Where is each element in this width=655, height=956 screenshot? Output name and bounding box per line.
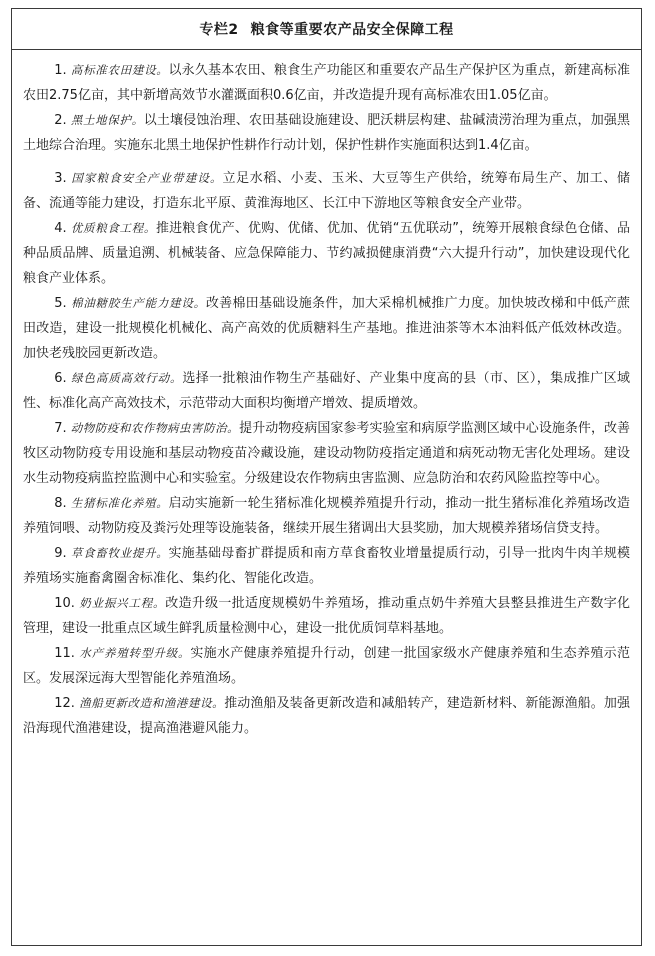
box-title-text: 粮食等重要农产品安全保障工程	[250, 22, 454, 38]
item-keyword: 奶业振兴工程。	[79, 596, 166, 610]
item-keyword: 水产养殖转型升级。	[79, 646, 191, 660]
item-keyword: 优质粮食工程。	[70, 221, 156, 235]
item-text: 以永久基本农田、粮食生产功能区和重要农产品生产保护区为重点，新建高标准农田2.75亿亩，其中新增高效节水灌溉面积0.6亿亩，并改造提升现有高标准农田1.05亿亩。	[23, 63, 630, 103]
list-item	[23, 641, 630, 691]
item-number: 12.	[54, 696, 75, 711]
column-box	[11, 8, 642, 946]
item-number: 9.	[54, 546, 67, 561]
item-number: 4.	[54, 221, 67, 236]
item-number: 6.	[54, 371, 67, 386]
box-content	[12, 50, 641, 741]
item-keyword: 渔船更新改造和渔港建设。	[79, 696, 225, 710]
item-text: 立足水稻、小麦、玉米、大豆等生产供给，统筹布局生产、加工、储备、流通等能力建设，打造东北平原、黄淮海地区、长江中下游地区等粮食安全产业带。	[23, 171, 630, 211]
item-number: 8.	[54, 496, 67, 511]
item-text: 实施基础母畜扩群提质和南方草食畜牧业增量提质行动，引导一批肉牛肉羊规模养殖场实施畜禽圈舍标准化、集约化、智能化改造。	[23, 546, 630, 586]
list-item	[23, 591, 630, 641]
item-text: 选择一批粮油作物生产基础好、产业集中度高的县（市、区），集成推广区域性、标准化高产高效技术，示范带动大面积均衡增产增效、提质增效。	[23, 371, 630, 411]
item-text: 改善棉田基础设施条件，加大采棉机械推广力度。加快坡改梯和中低产蔗田改造，建设一批规模化机械化、高产高效的优质糖料生产基地。推进油茶等木本油料低产低效林改造。加快老残胶园更新改造。	[23, 296, 631, 361]
item-text: 改造升级一批适度规模奶牛养殖场，推动重点奶牛养殖大县整县推进生产数字化管理，建设一批重点区域生鲜乳质量检测中心，建设一批优质饲草料基地。	[23, 596, 630, 636]
list-item	[23, 416, 630, 491]
item-text: 推进粮食优产、优购、优储、优加、优销“五优联动”，统筹开展粮食绿色仓储、品种品质品牌、质量追溯、机械装备、应急保障能力、节约减损健康消费“六大提升行动”，加快建设现代化粮食产业体系。	[23, 221, 630, 286]
item-number: 1.	[54, 63, 67, 78]
item-text: 提升动物疫病国家参考实验室和病原学监测区域中心设施条件，改善牧区动物防疫专用设施和基层动物疫苗冷藏设施，建设动物防疫指定通道和病死动物无害化处理场。建设水生动物疫病监控监测中心和实验室。分级建设农作物病虫害监测、应急防治和农药风险监控等中心。	[23, 421, 630, 486]
list-item	[23, 691, 630, 741]
item-keyword: 动物防疫和农作物病虫害防治。	[70, 421, 240, 435]
list-item	[23, 366, 630, 416]
item-keyword: 黑土地保护。	[70, 113, 144, 127]
item-keyword: 国家粮食安全产业带建设。	[71, 171, 223, 185]
item-keyword: 高标准农田建设。	[70, 63, 169, 77]
item-text: 启动实施新一轮生猪标准化规模养殖提升行动，推动一批生猪标准化养殖场改造养殖饲喂、动物防疫及粪污处理等设施装备，继续开展生猪调出大县奖励，加大规模养猪场信贷支持。	[23, 496, 630, 536]
item-keyword: 草食畜牧业提升。	[70, 546, 169, 560]
item-number: 2.	[54, 113, 67, 128]
item-number: 7.	[54, 421, 67, 436]
list-item	[23, 216, 630, 291]
item-keyword: 绿色高质高效行动。	[71, 371, 183, 385]
item-number: 5.	[54, 296, 67, 311]
item-number: 3.	[54, 171, 67, 186]
item-number: 10.	[54, 596, 75, 611]
list-item	[23, 491, 630, 541]
item-keyword: 生猪标准化养殖。	[70, 496, 169, 510]
list-item	[23, 541, 630, 591]
list-item	[23, 58, 630, 108]
item-keyword: 棉油糖胶生产能力建设。	[71, 296, 206, 310]
box-title	[12, 9, 641, 50]
list-item	[23, 291, 630, 366]
item-text: 推动渔船及装备更新改造和减船转产，建造新材料、新能源渔船。加强沿海现代渔港建设，提高渔港避风能力。	[23, 696, 630, 736]
item-text: 实施水产健康养殖提升行动，创建一批国家级水产健康养殖和生态养殖示范区。发展深远海大型智能化养殖渔场。	[23, 646, 630, 686]
list-item	[23, 108, 630, 158]
item-text: 以土壤侵蚀治理、农田基础设施建设、肥沃耕层构建、盐碱渍涝治理为重点，加强黑土地综合治理。实施东北黑土地保护性耕作行动计划，保护性耕作实施面积达到1.4亿亩。	[23, 113, 630, 153]
item-number: 11.	[54, 646, 75, 661]
list-item	[23, 166, 630, 216]
box-title-label: 专栏2	[199, 22, 239, 38]
